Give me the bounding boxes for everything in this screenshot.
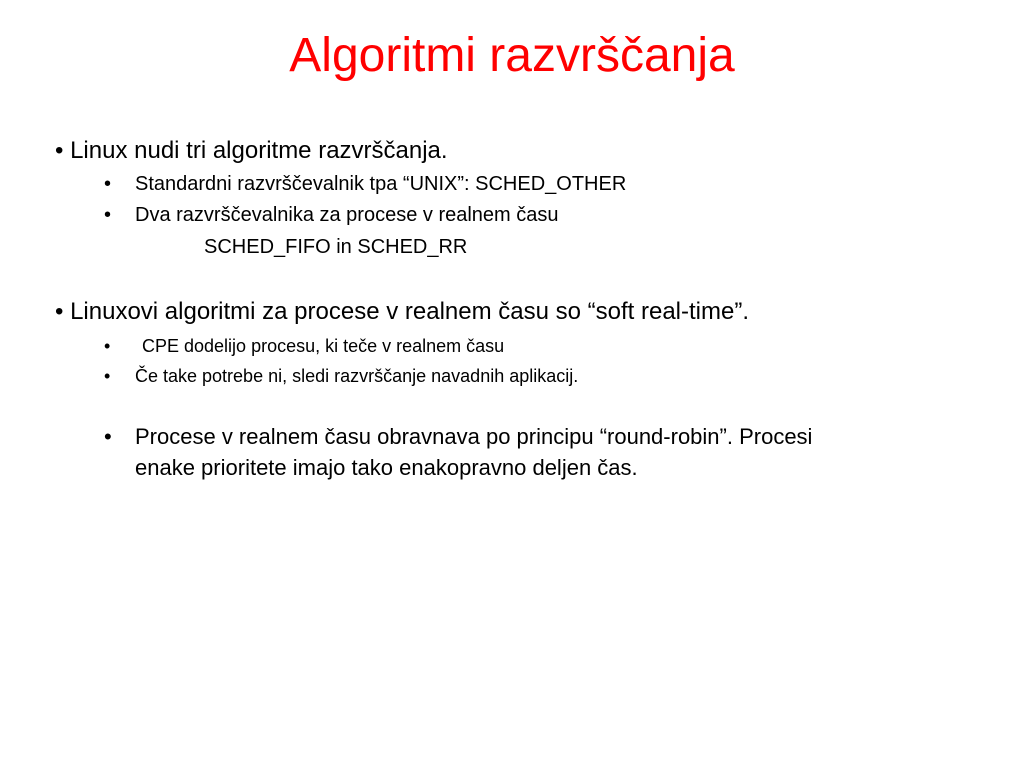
bullet-text: Linux nudi tri algoritme razvrščanja. xyxy=(70,137,448,164)
bullet-text: Dva razvrščevalnika za procese v realnem času xyxy=(135,204,559,226)
bullet-icon: • xyxy=(104,336,111,356)
bullet-icon: • xyxy=(55,298,64,325)
bullet-icon: • xyxy=(55,137,64,164)
bullet-icon: • xyxy=(104,204,112,226)
bullet-text: Standardni razvrščevalnik tpa “UNIX”: SCHED_OTHER xyxy=(135,173,627,195)
bullet-item-level1 xyxy=(55,137,448,165)
continuation-text: SCHED_FIFO in SCHED_RR xyxy=(204,236,468,258)
bullet-icon: • xyxy=(104,424,112,449)
bullet-text: CPE dodelijo procesu, ki teče v realnem času xyxy=(142,336,505,356)
bullet-text: Linuxovi algoritmi za procese v realnem času so “soft real-time”. xyxy=(70,298,750,325)
bullet-icon: • xyxy=(104,366,111,386)
bullet-text: Če take potrebe ni, sledi razvrščanje navadnih aplikacij. xyxy=(135,366,579,386)
bullet-text: Procese v realnem času obravnava po principu “round-robin”. Procesi xyxy=(135,424,813,449)
bullet-item-level1 xyxy=(55,298,749,326)
bullet-icon: • xyxy=(104,173,112,195)
slide-title: Algoritmi razvrščanja xyxy=(289,29,735,82)
continuation-text: enake prioritete imajo tako enakopravno deljen čas. xyxy=(135,455,638,480)
